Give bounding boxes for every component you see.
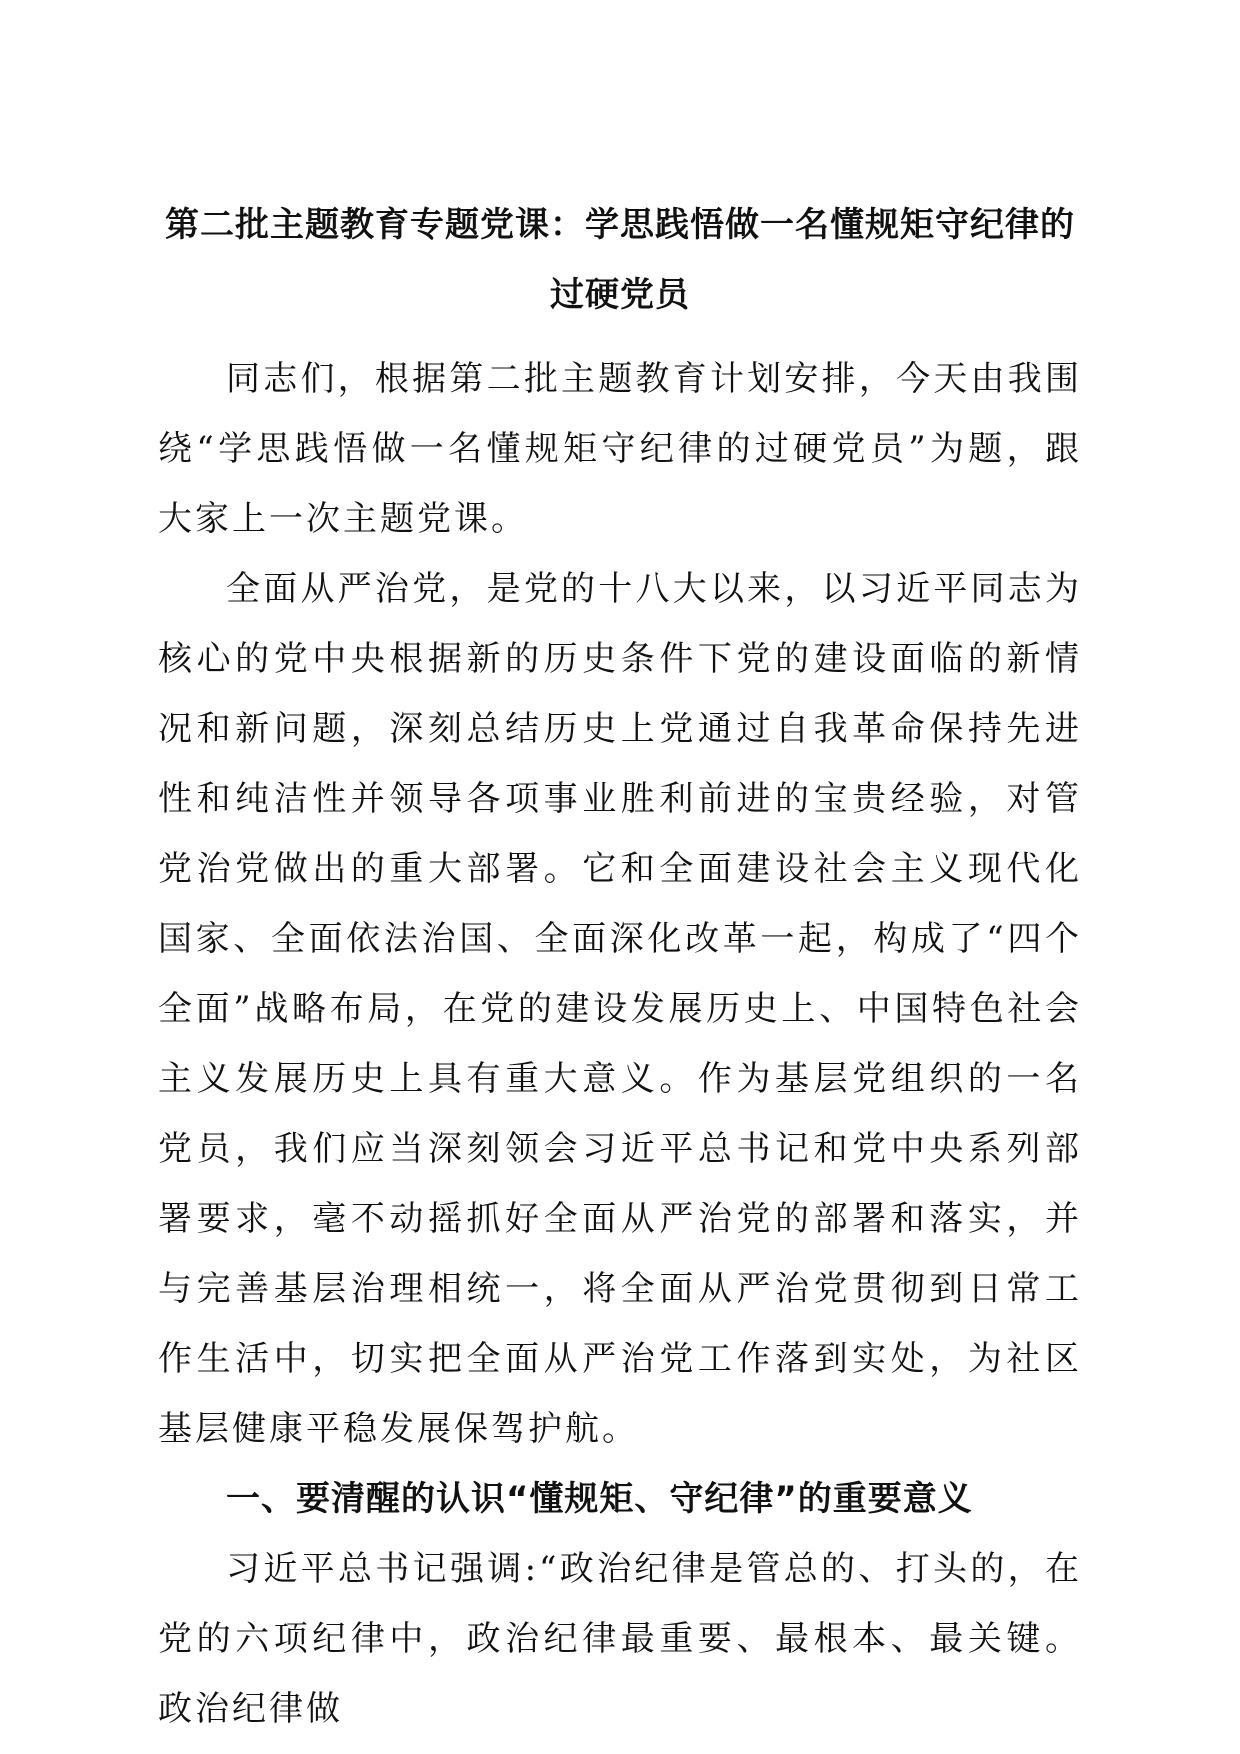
section-heading: 一、要清醒的认识“懂规矩、守纪律”的重要意义 [226, 1479, 973, 1519]
document-title: 第二批主题教育专题党课：学思践悟做一名懂规矩守纪律的过硬党员 [165, 205, 1075, 315]
paragraph-body: 全面从严治党，是党的十八大以来，以习近平同志为核心的党中央根据新的历史条件下党的建设面临的新情况和新问题，深刻总结历史上党通过自我革命保持先进性和纯洁性并领导各项事业胜利前进的宝贵经验，对管党治党做出的重大部署。它和全面建设社会主义现代化国家、全面依法治国、全面深化改革一起，构成了“四个全面”战略布局，在党的建设发展历史上、中国特色社会主义发展历史上具有重大意义。作为基层党组织的一名党员，我们应当深刻领会习近平总书记和党中央系列部署要求，毫不动摇抓好全面从严治党的部署和落实，并与完善基层治理相统一，将全面从严治党贯彻到日常工作生活中，切实把全面从严治党工作落到实处，为社区基层健康平稳发展保驾护航。 [158, 569, 1082, 1449]
section-paragraph: 习近平总书记强调:“政治纪律是管总的、打头的，在党的六项纪律中，政治纪律最重要、最根本、最关键。政治纪律做 [158, 1549, 1082, 1729]
paragraph-intro: 同志们，根据第二批主题教育计划安排，今天由我围绕“学思践悟做一名懂规矩守纪律的过硬党员”为题，跟大家上一次主题党课。 [158, 359, 1082, 539]
document-page [158, 190, 1082, 1744]
